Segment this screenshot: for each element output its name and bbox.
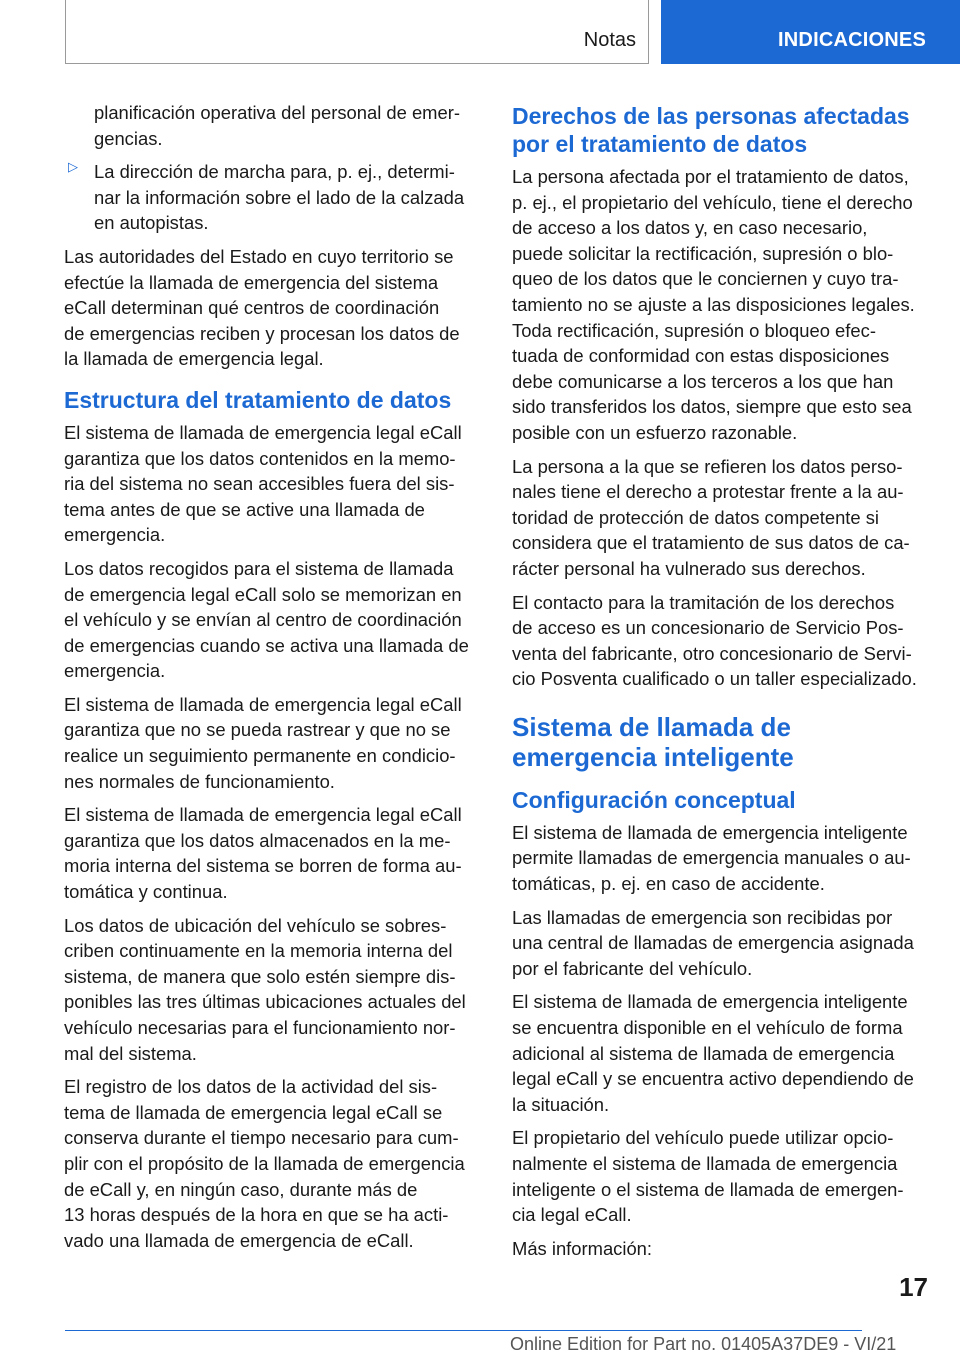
paragraph: Los datos de ubicación del vehículo se sobres‐ criben continuamente en la memoria interna del sistema, de manera que solo estén siempre dis‐ ponibles las tres últimas ubicaciones actuales del vehículo necesarias para el funcionamiento nor‐ mal del sistema. bbox=[64, 914, 466, 1064]
paragraph: El propietario del vehículo puede utilizar opcio‐ nalmente el sistema de llamada de emergencia inteligente o el sistema de llamada de emergen‐ cia legal eCall. bbox=[512, 1127, 904, 1226]
bullet-item bbox=[64, 159, 482, 236]
page-number: 17 bbox=[899, 1272, 928, 1302]
header-chapter-tab bbox=[661, 0, 960, 64]
heading-estructura: Estructura del tratamiento de datos bbox=[64, 386, 452, 413]
triangle-bullet-icon: ▷ bbox=[68, 159, 78, 175]
paragraph: Más información: bbox=[512, 1237, 653, 1259]
paragraph: El sistema de llamada de emergencia legal eCall garantiza que los datos almacenados en la me‐ moria interna del sistema se borren de forma au‐ tomática y continua. bbox=[64, 804, 462, 903]
paragraph: planificación operativa del personal de emer‐ gencias. bbox=[94, 102, 460, 149]
paragraph: Las llamadas de emergencia son recibidas por una central de llamadas de emergencia asignada por el fabricante del vehículo. bbox=[512, 906, 914, 979]
heading-sistema: Sistema de llamada de emergencia inteligente bbox=[512, 711, 794, 772]
paragraph: El registro de los datos de la actividad del sis‐ tema de llamada de emergencia legal eCall se conserva durante el tiempo necesario para cum‐ plir con el propósito de la llamada de emergencia de eCall y, en ningún caso, durante más de 13 horas después de la hora en que se ha acti‐ vado una llamada de emergencia de eCall. bbox=[64, 1076, 465, 1251]
left-column bbox=[64, 100, 482, 1261]
paragraph: La persona afectada por el tratamiento de datos, p. ej., el propietario del vehículo, tiene el derecho de acceso a los datos y, en caso necesario, puede solicitar la rectificación, supresión o blo‐ queo de los datos que le conciernen y cuyo tra‐ tamiento no se ajuste a las disposiciones legales. Toda rectificación, supresión o bloqueo efec‐ tuada de conformidad con estas disposiciones debe comunicarse a los terceros a los que han sido transferidos los datos, siempre que esto sea posible con un esfuerzo razonable. bbox=[512, 166, 915, 443]
paragraph: El contacto para la tramitación de los derechos de acceso es un concesionario de Servicio Pos‐ venta del fabricante, otro concesionario de Servi‐ cio Posventa cualificado o un taller especializado. bbox=[512, 591, 917, 690]
paragraph: El sistema de llamada de emergencia inteligente se encuentra disponible en el vehículo de forma adicional al sistema de llamada de emergencia legal eCall y se encuentra activo dependiendo de la situación. bbox=[512, 991, 914, 1115]
footer-divider bbox=[65, 1330, 862, 1331]
right-column bbox=[512, 100, 932, 1269]
paragraph: La persona a la que se refieren los datos perso‐ nales tiene el derecho a protestar frente a la au‐ toridad de protección de datos competente si considera que el tratamiento de sus datos de ca‐ rácter personal ha vulnerado sus derechos. bbox=[512, 455, 910, 579]
paragraph: El sistema de llamada de emergencia legal eCall garantiza que los datos contenidos en la memo‐ ria del sistema no sean accesibles fuera del sis‐ tema antes de que se active una llamada de emergencia. bbox=[64, 421, 462, 546]
heading-configuracion: Configuración conceptual bbox=[512, 786, 796, 813]
bullet-text: La dirección de marcha para, p. ej., determi‐ nar la información sobre el lado de la calzada en autopistas. bbox=[94, 161, 465, 234]
heading-derechos: Derechos de las personas afectadas por el tratamiento de datos bbox=[512, 103, 910, 157]
header-section-label: Notas bbox=[583, 29, 636, 51]
paragraph: Los datos recogidos para el sistema de llamada de emergencia legal eCall solo se memorizan en el vehículo y se envían al centro de coordinación de emergencias cuando se activa una llamada de emergencia. bbox=[64, 557, 469, 682]
paragraph: El sistema de llamada de emergencia inteligente permite llamadas de emergencia manuales o au‐ tomáticas, p. ej. en caso de accidente. bbox=[512, 821, 911, 895]
paragraph: El sistema de llamada de emergencia legal eCall garantiza que no se pueda rastrear y que no se realice un seguimiento permanente en condicio‐ nes normales de funcionamiento. bbox=[64, 693, 462, 792]
header-chapter-label: INDICACIONES bbox=[778, 29, 926, 51]
footer-edition-text: Online Edition for Part no. 01405A37DE9 - VI/21 bbox=[510, 1334, 897, 1354]
header-section-tab bbox=[65, 0, 649, 64]
paragraph: Las autoridades del Estado en cuyo territorio se efectúe la llamada de emergencia del sistema eCall determinan qué centros de coordinación de emergencias reciben y procesan los datos de la llamada de emergencia legal. bbox=[64, 245, 460, 370]
